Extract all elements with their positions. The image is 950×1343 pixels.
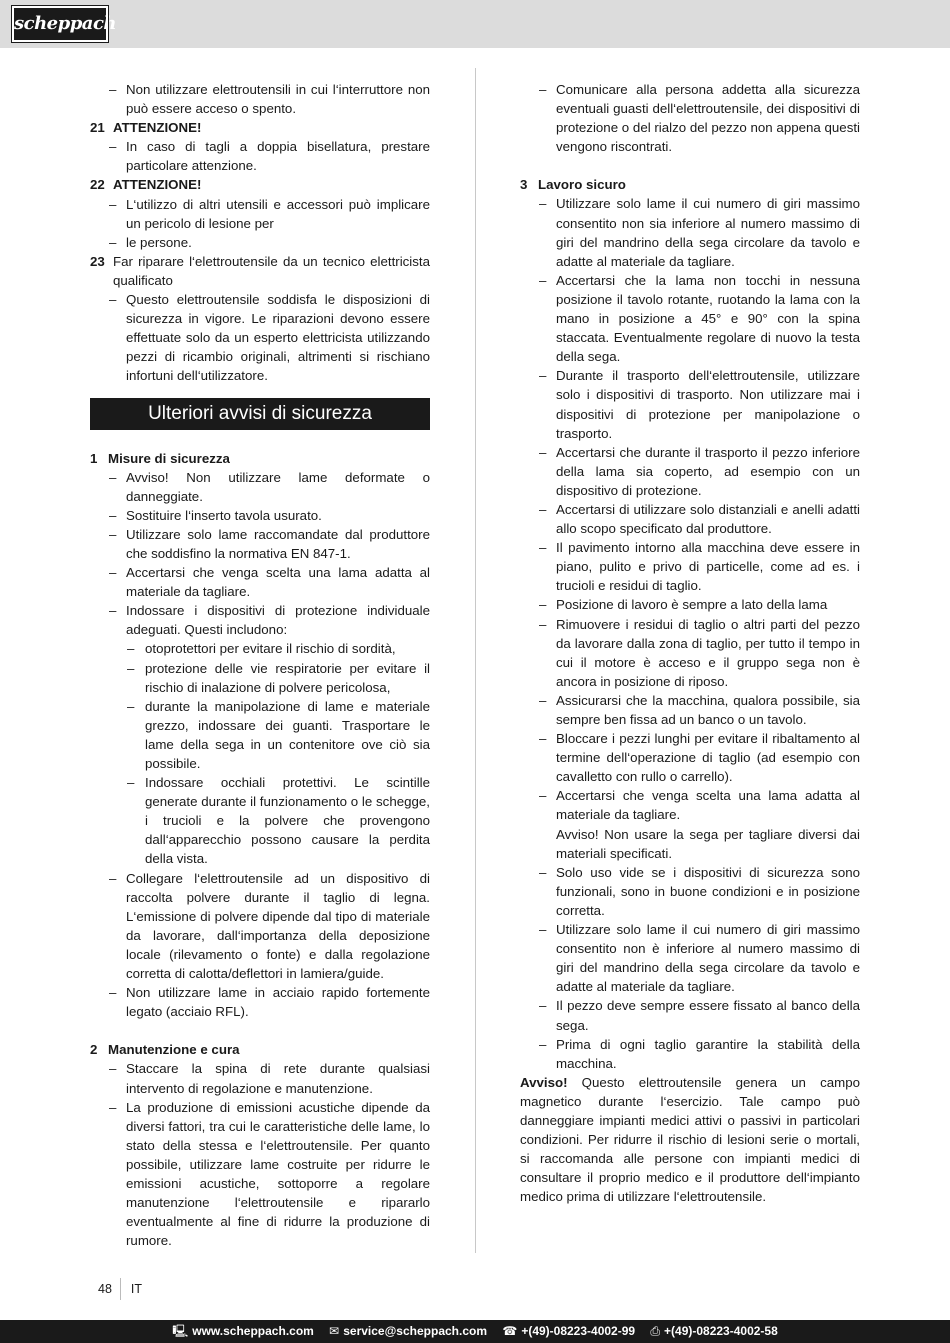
list-item: – Accertarsi che la lama non tocchi in nessuna posizione il tavolo rotante, ruotando la lama con la mano in posizione a 45° e 90° con la spina staccata. Eventualmente regolare di nuovo la testa della sega. [520, 271, 860, 366]
list-item: – Accertarsi che durante il trasporto il pezzo inferiore della lama sia coperto, ad esempio con un dispositivo di protezione. [520, 443, 860, 500]
computer-icon: 🖳 [172, 1324, 189, 1338]
warning-title: ATTENZIONE! [113, 177, 202, 193]
item-number: 21 [90, 120, 105, 136]
header-bar [0, 0, 950, 48]
list-item: – Non utilizzare elettroutensili in cui l‘interruttore non può essere acceso o spento. [90, 80, 430, 118]
list-item: – Non utilizzare lame in acciaio rapido fortemente legato (acciaio RFL). [90, 983, 430, 1021]
warning-text: Questo elettroutensile genera un campo magnetico durante l‘esercizio. Tale campo può danneggiare impianti medici attivi o passivi in particolari condizioni. Per ridurre il rischio di lesioni serie o mortali, si raccomanda alle persone con impianti medici di consultare il proprio medico e il produttore dell‘impianto medico prima di utilizzare l‘elettroutensile. [520, 1074, 860, 1205]
fax-contact [650, 1324, 777, 1338]
sub-list-item: – durante la manipolazione di lame e materiale grezzo, indossare dei guanti. Trasportare le lame della sega in un contenitore ove ciò sia possibile. [90, 697, 430, 773]
list-item: – Il pezzo deve sempre essere fissato al banco della sega. [520, 996, 860, 1034]
list-item: – Prima di ogni taglio garantire la stabilità della macchina. [520, 1035, 860, 1073]
list-item: – Utilizzare solo lame il cui numero di giri massimo consentito non sia inferiore al numero massimo di giri del mandrino della sega circolare da tavolo e adatte al materiale da tagliare. [520, 194, 860, 270]
phone-number: +(49)-08223-4002-99 [521, 1324, 636, 1338]
column-divider [475, 68, 476, 1253]
list-item: – Utilizzare solo lame raccomandate dal produttore che soddisfino la normativa EN 847-1. [90, 525, 430, 563]
list-item: – Accertarsi che venga scelta una lama adatta al materiale da tagliare. [520, 786, 860, 824]
list-item: – Durante il trasporto dell‘elettroutensile, utilizzare solo i dispositivi di trasporto. Non utilizzare mai i dispositivi di protezione per manipolazione o trasporto. [520, 366, 860, 442]
mail-icon: ✉ [329, 1324, 340, 1338]
item-number: 23 [90, 253, 105, 269]
section-title: Ulteriori avvisi di sicurezza [90, 398, 430, 430]
item-number: 22 [90, 177, 105, 193]
sub-list-item: – Indossare occhiali protettivi. Le scintille generate durante il funzionamento o le schegge, i trucioli e la polvere che provengono dall‘apparecchio possono causare la perdita della vista. [90, 773, 430, 868]
section-heading-2 [90, 1040, 430, 1059]
fax-number: +(49)-08223-4002-58 [664, 1324, 778, 1338]
list-item: – Accertarsi che venga scelta una lama adatta al materiale da tagliare. [90, 563, 430, 601]
list-item: – In caso di tagli a doppia bisellatura, prestare particolare attenzione. [90, 137, 430, 175]
fax-icon: ⎙ [650, 1324, 661, 1338]
phone-icon: ☎ [502, 1324, 518, 1338]
section-heading-3 [520, 175, 860, 194]
phone-contact [502, 1324, 638, 1338]
magnetic-field-warning [520, 1073, 860, 1207]
warning-title: ATTENZIONE! [113, 120, 202, 136]
numbered-warning-23 [90, 252, 430, 290]
list-item: – Avviso! Non utilizzare lame deformate o danneggiate. [90, 468, 430, 506]
section-number: 3 [520, 177, 528, 193]
section-heading-text: Lavoro sicuro [538, 177, 626, 193]
list-item: – L‘utilizzo di altri utensili e accessori può implicare un pericolo di lesione per [90, 195, 430, 233]
list-item: – Questo elettroutensile soddisfa le disposizioni di sicurezza in vigore. Le riparazioni devono essere effettuate solo da un esperto elettricista utilizzando pezzi di ricambio originali, altrimenti si rischiano infortuni dell‘utilizzatore. [90, 290, 430, 385]
item-text: Far riparare l‘elettroutensile da un tecnico elettricista qualificato [113, 253, 430, 288]
website-link[interactable]: www.scheppach.com [192, 1324, 314, 1338]
sub-list-item: – protezione delle vie respiratorie per evitare il rischio di inalazione di polvere pericolosa, [90, 659, 430, 697]
sub-list-item: – otoprotettori per evitare il rischio di sordità, [90, 639, 430, 658]
list-item: – Posizione di lavoro è sempre a lato della lama [520, 595, 860, 614]
right-column [520, 80, 860, 1206]
website-contact [172, 1324, 317, 1338]
list-item: – Accertarsi di utilizzare solo distanziali e anelli adatti allo scopo specificato dal produttore. [520, 500, 860, 538]
page-number: 48 [98, 1278, 121, 1300]
email-contact [329, 1324, 490, 1338]
section-heading-1 [90, 449, 430, 468]
list-item: – le persone. [90, 233, 430, 252]
list-item: – La produzione di emissioni acustiche dipende da diversi fattori, tra cui le caratteristiche delle lame, lo stato della stessa e l‘elettroutensile. Per quanto possibile, utilizzare lame costruite per ridurre le emissioni acustiche, sottoporre a regolare manutenzione l‘elettroutensile e ripararlo eventualmente al fine di ridurre la produzione di rumore. [90, 1098, 430, 1251]
list-item: – Assicurarsi che la macchina, qualora possibile, sia sempre ben fissa ad un banco o un tavolo. [520, 691, 860, 729]
section-heading-text: Manutenzione e cura [108, 1042, 240, 1058]
list-item: – Rimuovere i residui di taglio o altri parti del pezzo da lavorare dalla zona di taglio, per tutto il tempo in cui il motore è acceso e il gruppo sega non è ancora in posizione di riposo. [520, 615, 860, 691]
list-item: – Il pavimento intorno alla macchina deve essere in piano, pulito e privo di particelle, come ad es. i trucioli e residui di taglio. [520, 538, 860, 595]
brand-logo: scheppach [12, 6, 108, 42]
warning-label: Avviso! [520, 1074, 568, 1090]
email-link[interactable]: service@scheppach.com [343, 1324, 488, 1338]
section-number: 1 [90, 450, 98, 466]
list-item: – Bloccare i pezzi lunghi per evitare il ribaltamento al termine dell‘operazione di taglio (ad esempio con cavalletto con rullo o carrello). [520, 729, 860, 786]
contact-bar [0, 1320, 950, 1343]
list-item: – Indossare i dispositivi di protezione individuale adeguati. Questi includono: [90, 601, 430, 639]
language-code: IT [130, 1282, 143, 1296]
left-column [90, 80, 430, 1250]
list-item: – Solo uso vide se i dispositivi di sicurezza sono funzionali, sono in buone condizioni e in posizione corretta. [520, 863, 860, 920]
list-item-continuation: Avviso! Non usare la sega per tagliare diversi dai materiali specificati. [556, 826, 860, 861]
page-footer [98, 1278, 142, 1300]
numbered-warning-21 [90, 118, 430, 137]
list-item: – Utilizzare solo lame il cui numero di giri massimo consentito non è inferiore al numero massimo di giri del mandrino della sega circolare da tavolo e adatte al materiale da tagliare. [520, 920, 860, 996]
section-number: 2 [90, 1042, 98, 1058]
list-item: – Collegare l‘elettroutensile ad un dispositivo di raccolta polvere durante il taglio di legna. L‘emissione di polvere dipende dal tipo di materiale da lavorare, dall‘importanza della deposizione locale (rilevamento o fonte) e dalla regolazione corretta di calotta/deflettori in lamiera/guide. [90, 869, 430, 984]
list-item: – Sostituire l‘inserto tavola usurato. [90, 506, 430, 525]
section-heading-text: Misure di sicurezza [108, 450, 230, 466]
list-item: – Staccare la spina di rete durante qualsiasi intervento di regolazione e manutenzione. [90, 1059, 430, 1097]
numbered-warning-22 [90, 175, 430, 194]
list-item: – Comunicare alla persona addetta alla sicurezza eventuali guasti dell‘elettroutensile, dei dispositivi di protezione o del rialzo del pezzo non appena questi vengono riscontrati. [520, 80, 860, 156]
